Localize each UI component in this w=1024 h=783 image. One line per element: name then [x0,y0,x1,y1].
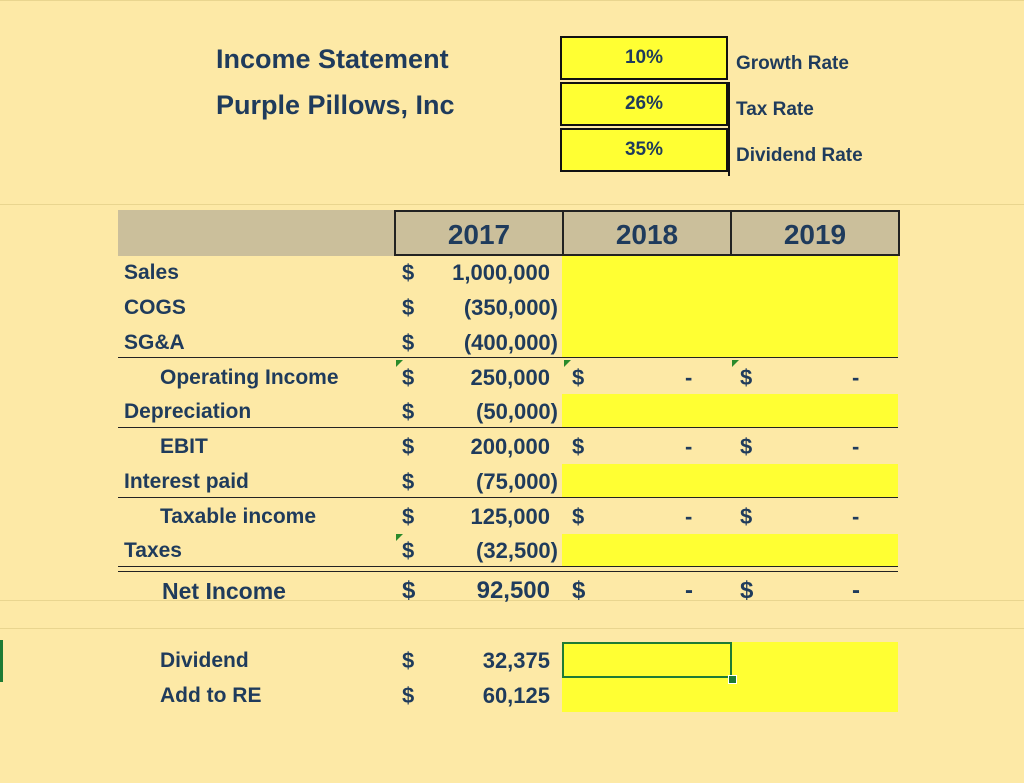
company-name: Purple Pillows, Inc [216,90,455,120]
currency-symbol: $ [740,577,754,604]
operating-income-2017[interactable]: 250,000 [470,365,550,390]
currency-symbol: $ [740,365,753,390]
currency-symbol: $ [402,399,415,424]
currency-symbol: $ [402,577,416,604]
row-label-net-income: Net Income [162,578,286,604]
currency-symbol: $ [402,295,415,320]
tax-rate-cell[interactable]: 26% [560,82,728,126]
operating-income-2019[interactable]: - [852,365,860,390]
row-label-sales: Sales [124,261,179,284]
row-label-add-to-re: Add to RE [160,684,262,707]
year-header-2017[interactable]: 2017 [394,210,564,256]
ebit-2019[interactable]: - [852,434,860,459]
currency-symbol: $ [402,469,415,494]
row-label-taxable-income: Taxable income [160,505,317,528]
add-to-re-2017[interactable]: 60,125 [482,683,550,708]
selected-cell[interactable] [562,642,732,678]
depreciation-2017[interactable]: (50,000) [476,399,558,424]
currency-symbol: $ [402,365,415,390]
row-selection-indicator [0,640,3,682]
growth-rate-cell[interactable]: 10% [560,36,728,80]
currency-symbol: $ [740,434,753,459]
forecast-input-depreciation[interactable] [562,394,898,428]
net-income-2018[interactable]: - [685,577,693,604]
sales-2017[interactable]: 1,000,000 [452,260,550,285]
currency-symbol: $ [572,504,585,529]
ebit-2017[interactable]: 200,000 [470,434,550,459]
currency-symbol: $ [402,330,415,355]
currency-symbol: $ [402,648,415,673]
currency-symbol: $ [402,538,415,563]
currency-symbol: $ [402,683,415,708]
row-label-interest-paid: Interest paid [124,470,249,493]
currency-symbol: $ [572,434,585,459]
currency-symbol: $ [572,365,585,390]
tax-rate-label: Tax Rate [736,99,814,120]
year-header-2018[interactable]: 2018 [562,210,732,256]
dividend-rate-label: Dividend Rate [736,145,863,166]
forecast-input-interest[interactable] [562,464,898,498]
row-label-operating-income: Operating Income [160,366,339,389]
net-income-2019[interactable]: - [852,577,860,604]
cogs-2017[interactable]: (350,000) [463,295,558,320]
row-label-depreciation: Depreciation [124,400,252,423]
interest-paid-2017[interactable]: (75,000) [476,469,558,494]
year-header-2019[interactable]: 2019 [730,210,900,256]
row-label-sga: SG&A [124,331,185,354]
row-label-cogs: COGS [124,296,186,319]
operating-income-2018[interactable]: - [685,365,693,390]
currency-symbol: $ [740,504,753,529]
currency-symbol: $ [402,504,415,529]
ebit-2018[interactable]: - [685,434,693,459]
forecast-input-taxes[interactable] [562,534,898,566]
sga-2017[interactable]: (400,000) [463,330,558,355]
net-income-2017[interactable]: 92,500 [476,577,550,604]
forecast-input-sales-sga[interactable] [562,256,898,358]
dividend-2017[interactable]: 32,375 [482,648,550,673]
currency-symbol: $ [402,260,415,285]
growth-rate-label: Growth Rate [736,53,849,74]
dividend-rate-cell[interactable]: 35% [560,128,728,172]
fill-handle[interactable] [728,675,737,684]
taxable-income-2017[interactable]: 125,000 [470,504,550,529]
taxable-income-2019[interactable]: - [852,504,860,529]
taxes-2017[interactable]: (32,500) [476,538,558,563]
row-label-ebit: EBIT [160,435,208,458]
row-label-dividend: Dividend [160,649,249,672]
taxable-income-2018[interactable]: - [685,504,693,529]
row-label-taxes: Taxes [124,539,182,562]
currency-symbol: $ [402,434,415,459]
statement-title: Income Statement [216,44,449,74]
currency-symbol: $ [572,577,586,604]
